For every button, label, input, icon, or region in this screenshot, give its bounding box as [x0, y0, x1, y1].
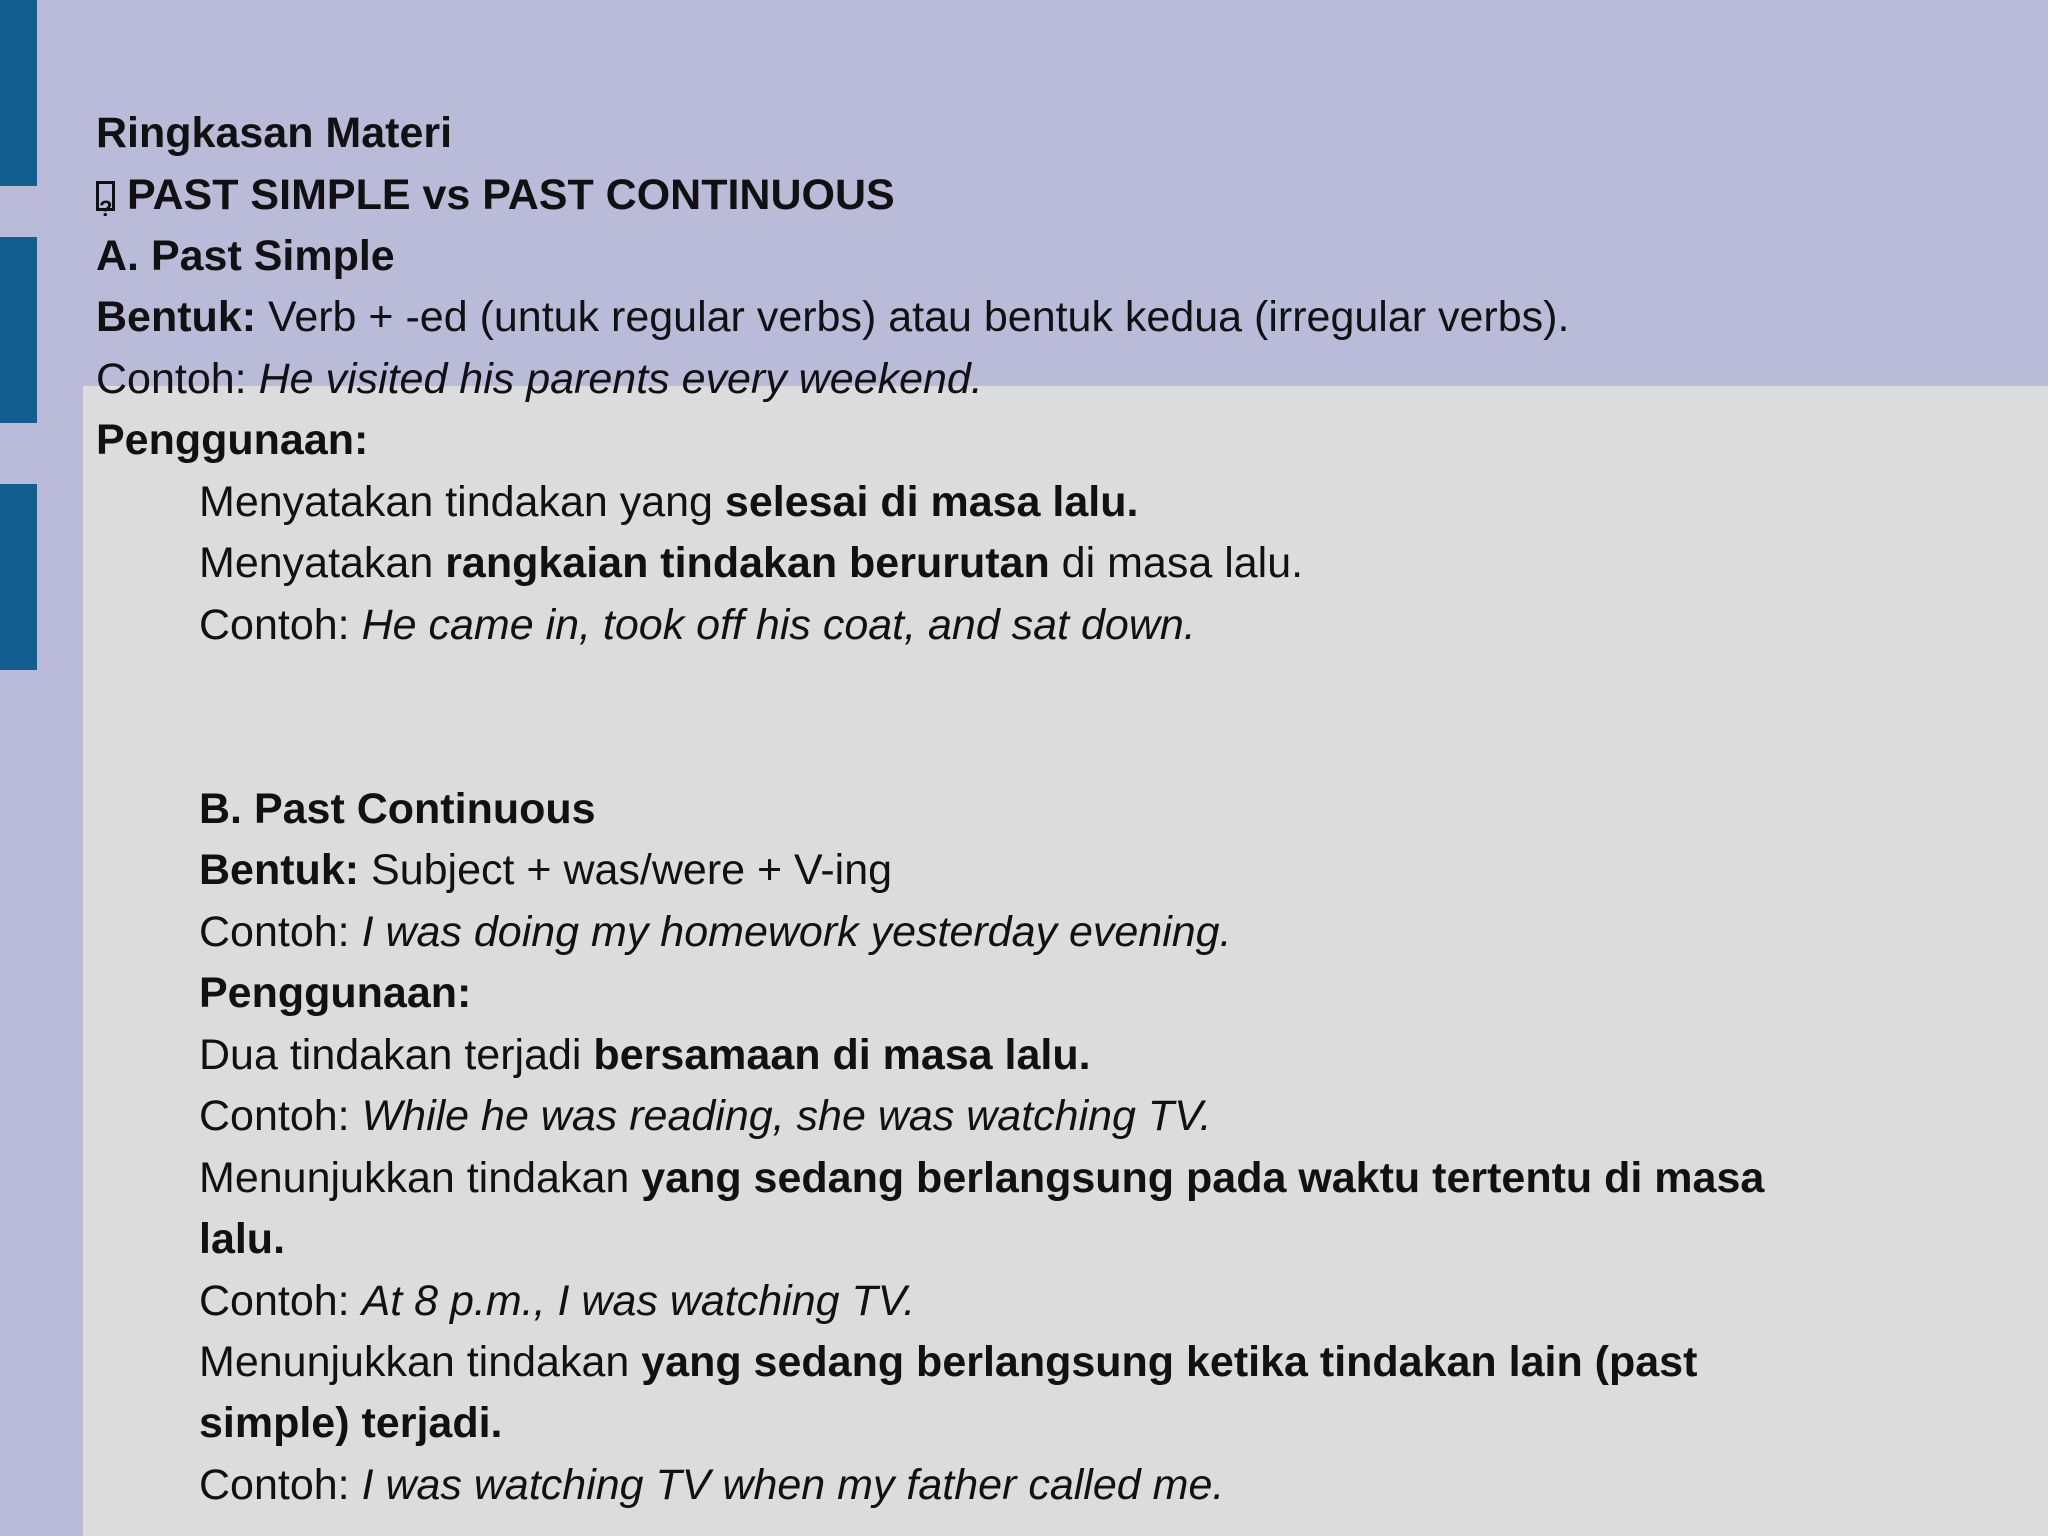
past-continuous-usage-1-example: Contoh: While he was reading, she was watching TV. [199, 1092, 1212, 1140]
past-simple-usage-2: Menyatakan rangkaian tindakan berurutan di masa lalu. [199, 539, 1304, 587]
past-continuous-usage-3-example: Contoh: I was watching TV when my father called me. [199, 1461, 1225, 1509]
past-continuous-usage-3: Menunjukkan tindakan yang sedang berlangsung ketika tindakan lain (past [199, 1338, 1698, 1386]
topic-heading: ?PAST SIMPLE vs PAST CONTINUOUS [96, 165, 895, 226]
past-simple-example: Contoh: He visited his parents every weekend. [96, 355, 983, 403]
past-continuous-usage-2: Menunjukkan tindakan yang sedang berlangsung pada waktu tertentu di masa [199, 1154, 1765, 1202]
past-continuous-usage-2-cont: lalu. [199, 1215, 286, 1263]
past-continuous-example: Contoh: I was doing my homework yesterday evening. [199, 908, 1232, 956]
past-continuous-usage-3-cont: simple) terjadi. [199, 1399, 503, 1447]
past-simple-usage-label: Penggunaan: [96, 416, 369, 464]
past-continuous-usage-2-example: Contoh: At 8 p.m., I was watching TV. [199, 1277, 916, 1325]
past-simple-usage-2-example: Contoh: He came in, took off his coat, and sat down. [199, 601, 1196, 649]
past-simple-usage-1: Menyatakan tindakan yang selesai di masa lalu. [199, 478, 1139, 526]
past-continuous-heading: B. Past Continuous [199, 785, 596, 833]
past-continuous-usage-label: Penggunaan: [199, 969, 472, 1017]
slide-title: Ringkasan Materi [96, 109, 453, 157]
missing-glyph-icon [96, 181, 115, 211]
past-continuous-usage-1: Dua tindakan terjadi bersamaan di masa lalu. [199, 1031, 1091, 1079]
past-simple-form: Bentuk: Verb + -ed (untuk regular verbs) atau bentuk kedua (irregular verbs). [96, 293, 1570, 341]
past-simple-heading: A. Past Simple [96, 232, 395, 280]
past-continuous-form: Bentuk: Subject + was/were + V-ing [199, 846, 893, 894]
